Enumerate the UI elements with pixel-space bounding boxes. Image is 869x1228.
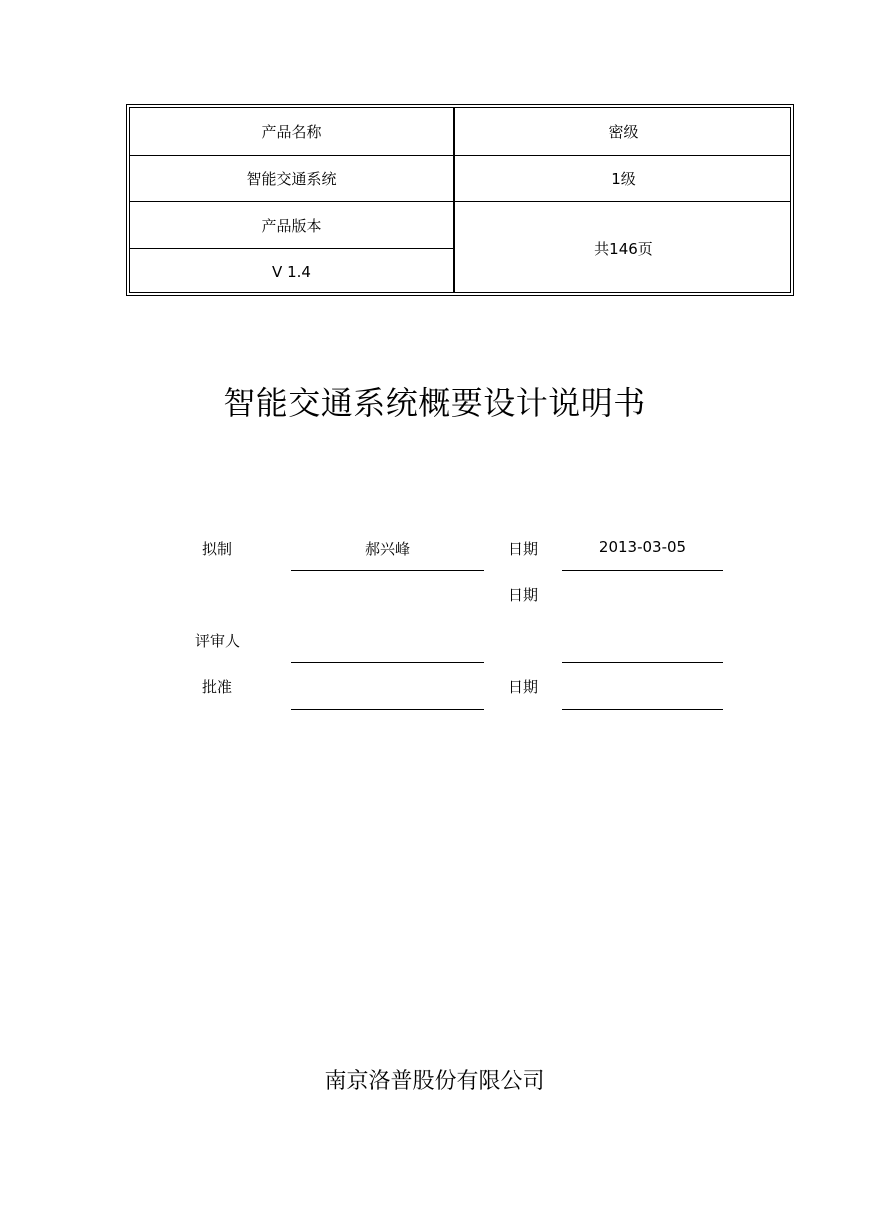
drafter-date: 2013-03-05: [598, 538, 687, 556]
reviewer-date-label: 日期: [508, 586, 539, 604]
reviewer-underline: [291, 662, 484, 663]
security-level-label: 密级: [608, 123, 639, 141]
drafter-underline: [291, 570, 484, 571]
product-info-table-inner: [129, 107, 791, 293]
product-version-value: V 1.4: [272, 262, 311, 281]
approver-date-label: 日期: [508, 678, 539, 696]
product-name-label: 产品名称: [261, 123, 322, 141]
reviewer-date-underline: [562, 662, 723, 663]
document-title: 智能交通系统概要设计说明书: [223, 384, 646, 422]
product-info-table: [126, 104, 794, 296]
approver-underline: [291, 709, 484, 710]
product-name-value: 智能交通系统: [246, 170, 337, 188]
security-level-value: 1级: [611, 170, 636, 188]
reviewer-label: 评审人: [195, 632, 241, 650]
drafter-name: 郝兴峰: [364, 540, 410, 558]
total-pages: 共146页: [594, 239, 653, 258]
drafter-date-underline: [562, 570, 723, 571]
company-name: 南京洛普股份有限公司: [324, 1069, 545, 1094]
drafter-date-label: 日期: [508, 540, 539, 558]
drafter-label: 拟制: [202, 540, 233, 558]
approver-label: 批准: [202, 678, 233, 696]
product-version-label: 产品版本: [261, 216, 322, 235]
approver-date-underline: [562, 709, 723, 710]
